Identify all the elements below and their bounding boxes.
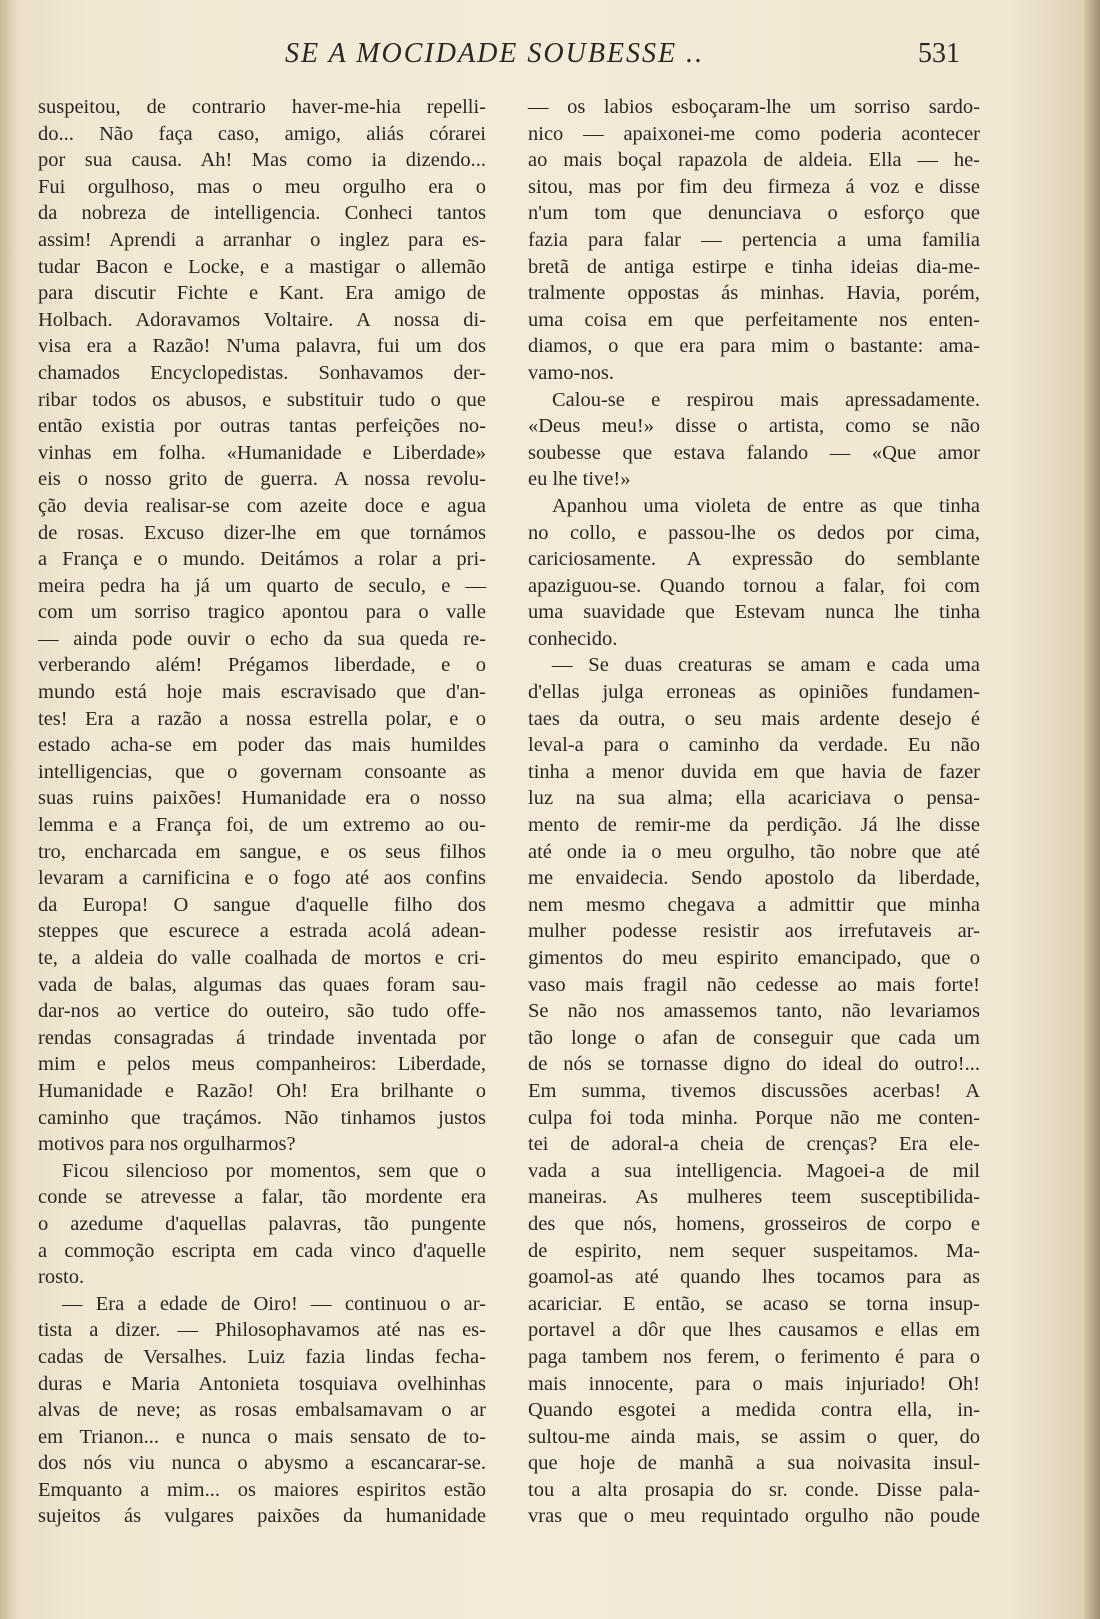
text-line: eu lhe tive!» [528, 468, 631, 491]
text-line: sujeitos ás vulgares paixões da humanidade [38, 1505, 486, 1528]
text-line: — Era a edade de Oiro! — continuou o ar- [62, 1292, 486, 1315]
text-line: do... Não faça caso, amigo, aliás córarei [38, 122, 486, 145]
text-line: no collo, e passou-lhe os dedos por cima, [528, 521, 980, 544]
text-line: lemma e a França foi, de um extremo ao ou- [38, 814, 486, 837]
text-line: «Deus meu!» disse o artista, como se não [528, 415, 980, 438]
text-line: Apanhou uma violeta de entre as que tinha [552, 494, 980, 517]
text-line: leval-a para o caminho da verdade. Eu não [528, 734, 980, 757]
right-text-column [528, 94, 980, 1530]
text-line: tei de adoral-a cheia de crenças? Era ele- [528, 1133, 980, 1156]
text-line: conhecido. [528, 627, 618, 650]
text-line: cadas de Versalhes. Luiz fazia lindas fecha- [38, 1345, 486, 1368]
page-right-edge [1084, 0, 1100, 1619]
text-line: rosto. [38, 1266, 85, 1289]
text-line: estado acha-se em poder das mais humildes [38, 734, 486, 757]
text-line: — os labios esboçaram-lhe um sorriso sardo- [528, 96, 980, 118]
text-line: Ficou silencioso por momentos, sem que o [62, 1159, 486, 1182]
text-line: para discutir Fichte e Kant. Era amigo de [38, 282, 486, 305]
text-line: des que nós, homens, grosseiros de corpo e [528, 1212, 980, 1235]
text-line: vaso mais fragil não cedesse ao mais forte! [528, 973, 980, 996]
text-line: de espirito, nem sequer suspeitamos. Ma- [528, 1239, 980, 1262]
text-line: tro, encharcada em sangue, e os seus filhos [38, 840, 486, 863]
text-line: steppes que escurece a estrada acolá adean- [38, 920, 486, 943]
text-line: visa era a Razão! N'uma palavra, fui um dos [38, 335, 486, 358]
text-line: o azedume d'aquellas palavras, tão pungente [38, 1212, 486, 1235]
text-line: que hoje de manhã a sua noivasita insul- [528, 1452, 980, 1475]
text-line: a commoção escripta em cada vinco d'aquelle [38, 1239, 486, 1262]
text-line: culpa foi toda minha. Porque não me conten- [528, 1106, 980, 1129]
text-line: assim! Aprendi a arranhar o inglez para es- [38, 228, 486, 251]
text-line: tou a alta prosapia do sr. conde. Disse pala- [528, 1478, 980, 1501]
text-line: alvas de neve; as rosas embalsamavam o ar [38, 1399, 486, 1422]
text-line: vada de balas, algumas das quaes foram sau- [38, 973, 486, 996]
text-line: com um sorriso tragico apontou para o valle [38, 601, 486, 624]
text-line: meira pedra ha já um quarto de seculo, e — [38, 574, 486, 597]
left-text-column [38, 94, 486, 1530]
text-line: fazia para falar — pertencia a uma familia [528, 228, 980, 251]
page-header [0, 38, 1100, 78]
text-line: em Trianon... e nunca o mais sensato de to- [38, 1425, 486, 1448]
text-line: Fui orgulhoso, mas o meu orgulho era o [38, 175, 486, 198]
text-line: nem mesmo chegava a admittir que minha [528, 893, 980, 916]
text-line: chamados Encyclopedistas. Sonhavamos der- [38, 361, 486, 384]
text-line: uma coisa em que perfeitamente nos enten- [528, 308, 980, 331]
text-line: vada a sua intelligencia. Magoei-a de mil [528, 1159, 980, 1182]
text-line: da nobreza de intelligencia. Conheci tantos [38, 202, 486, 225]
text-line: soubesse que estava falando — «Que amor [528, 441, 980, 464]
text-line: paga tambem nos ferem, o ferimento é para o [528, 1345, 980, 1368]
text-line: cariciosamente. A expressão do semblante [528, 548, 980, 571]
text-line: ao mais boçal rapazola de aldeia. Ella — he- [528, 149, 980, 172]
text-line: me envaidecia. Sendo apostolo da liberdade, [528, 867, 980, 890]
text-line: diamos, o que era para mim o bastante: ama- [528, 335, 980, 358]
text-line: mais innocente, para o mais injuriado! Oh! [528, 1372, 980, 1395]
text-line: suas ruins paixões! Humanidade era o nosso [38, 787, 486, 810]
text-line: portavel a dôr que lhes causamos e ellas em [528, 1319, 980, 1342]
text-line: vras que o meu requintado orgulho não poude [528, 1505, 980, 1528]
text-line: rendas consagradas á trindade inventada por [38, 1026, 486, 1049]
text-line: levaram a carnificina e o fogo até aos confins [38, 867, 486, 890]
text-line: Quando esgotei a medida contra ella, in- [528, 1399, 980, 1422]
text-line: então existia por outras tantas perfeições no- [38, 415, 486, 438]
text-line: por sua causa. Ah! Mas como ia dizendo... [38, 149, 486, 172]
text-line: Se não nos amassemos tanto, não levariamos [528, 1000, 980, 1023]
text-line: Holbach. Adoravamos Voltaire. A nossa di- [38, 308, 486, 331]
text-line: ribar todos os abusos, e substituir tudo o que [38, 388, 486, 411]
text-line: nico — apaixonei-me como poderia acontecer [528, 122, 980, 145]
page-left-edge [0, 0, 16, 1619]
text-line: te, a aldeia do valle coalhada de mortos e cri- [38, 947, 486, 969]
text-line: Em summa, tivemos discussões acerbas! A [528, 1079, 980, 1102]
text-line: — ainda pode ouvir o echo da sua queda re- [38, 627, 486, 650]
text-line: ção devia realisar-se com azeite doce e agua [38, 494, 486, 517]
text-line: — Se duas creaturas se amam e cada uma [552, 654, 980, 677]
text-line: de rosas. Excuso dizer-lhe em que tornámos [38, 521, 486, 544]
text-line: tinha a menor duvida em que havia de fazer [528, 760, 980, 783]
text-line: tudar Bacon e Locke, e a mastigar o allemão [38, 255, 486, 278]
text-line: da Europa! O sangue d'aquelle filho dos [38, 893, 486, 916]
text-line: uma suavidade que Estevam nunca lhe tinha [528, 601, 980, 624]
text-line: apaziguou-se. Quando tornou a falar, foi com [528, 574, 980, 597]
text-line: taes da outra, o seu mais ardente desejo é [528, 707, 980, 730]
text-line: bretã de antiga estirpe e tinha ideias dia-me- [528, 255, 980, 278]
text-line: conde se atrevesse a falar, tão mordente era [38, 1186, 486, 1209]
text-line: a França e o mundo. Deitámos a rolar a pri- [38, 548, 486, 571]
text-line: gimentos do meu espirito emancipado, que o [528, 947, 980, 969]
text-line: suspeitou, de contrario haver-me-hia repelli- [38, 96, 486, 118]
running-title: SE A MOCIDADE SOUBESSE .. [285, 38, 705, 69]
text-line: intelligencias, que o governam consoante as [38, 760, 486, 783]
text-line: motivos para nos orgulharmos? [38, 1133, 296, 1156]
text-line: tralmente oppostas ás minhas. Havia, porém, [528, 282, 980, 305]
text-line: verberando além! Prégamos liberdade, e o [38, 654, 486, 677]
text-line: acariciar. E então, se acaso se torna insup- [528, 1292, 980, 1315]
text-line: sitou, mas por fim deu firmeza á voz e disse [528, 175, 980, 198]
text-line: d'ellas julga erroneas as opiniões fundamen- [528, 681, 980, 704]
text-line: vinhas em folha. «Humanidade e Liberdade» [38, 441, 486, 464]
text-line: eis o nosso grito de guerra. A nossa revolu- [38, 468, 486, 491]
page-number: 531 [918, 38, 960, 69]
text-line: tes! Era a razão a nossa estrella polar, e o [38, 707, 486, 730]
text-line: luz na sua alma; ella acariciava o pensa- [528, 787, 980, 810]
text-line: caminho que traçámos. Não tinhamos justos [38, 1106, 486, 1129]
text-line: vamo-nos. [528, 361, 614, 384]
text-line: Calou-se e respirou mais apressadamente. [552, 388, 980, 411]
text-line: mento de remir-me da perdição. Já lhe disse [528, 814, 980, 837]
text-line: Humanidade e Razão! Oh! Era brilhante o [38, 1079, 486, 1102]
text-line: mulher podesse resistir aos irrefutaveis ar- [528, 920, 980, 943]
text-line: dos nós viu nunca o abysmo a escancarar-se. [38, 1452, 486, 1475]
text-line: goamol-as até quando lhes tocamos para as [528, 1266, 980, 1289]
text-line: dar-nos ao vertice do outeiro, são tudo offe- [38, 1000, 486, 1023]
text-line: maneiras. As mulheres teem susceptibilida- [528, 1186, 980, 1209]
text-line: tão longe o afan de conseguir que cada um [528, 1026, 980, 1049]
text-line: até onde ia o meu orgulho, tão nobre que até [528, 840, 980, 863]
text-line: de nós se tornasse digno do ideal do outro!... [528, 1053, 980, 1076]
text-line: n'um tom que denunciava o esforço que [528, 202, 980, 225]
text-line: Emquanto a mim... os maiores espiritos estão [38, 1478, 486, 1501]
text-line: mim e pelos meus companheiros: Liberdade, [38, 1053, 486, 1076]
text-line: tista a dizer. — Philosophavamos até nas es- [38, 1319, 486, 1342]
text-line: duras e Maria Antonieta tosquiava ovelhinhas [38, 1372, 486, 1395]
text-line: mundo está hoje mais escravisado que d'an- [38, 681, 486, 704]
text-line: sultou-me ainda mais, se assim o quer, do [528, 1425, 980, 1448]
